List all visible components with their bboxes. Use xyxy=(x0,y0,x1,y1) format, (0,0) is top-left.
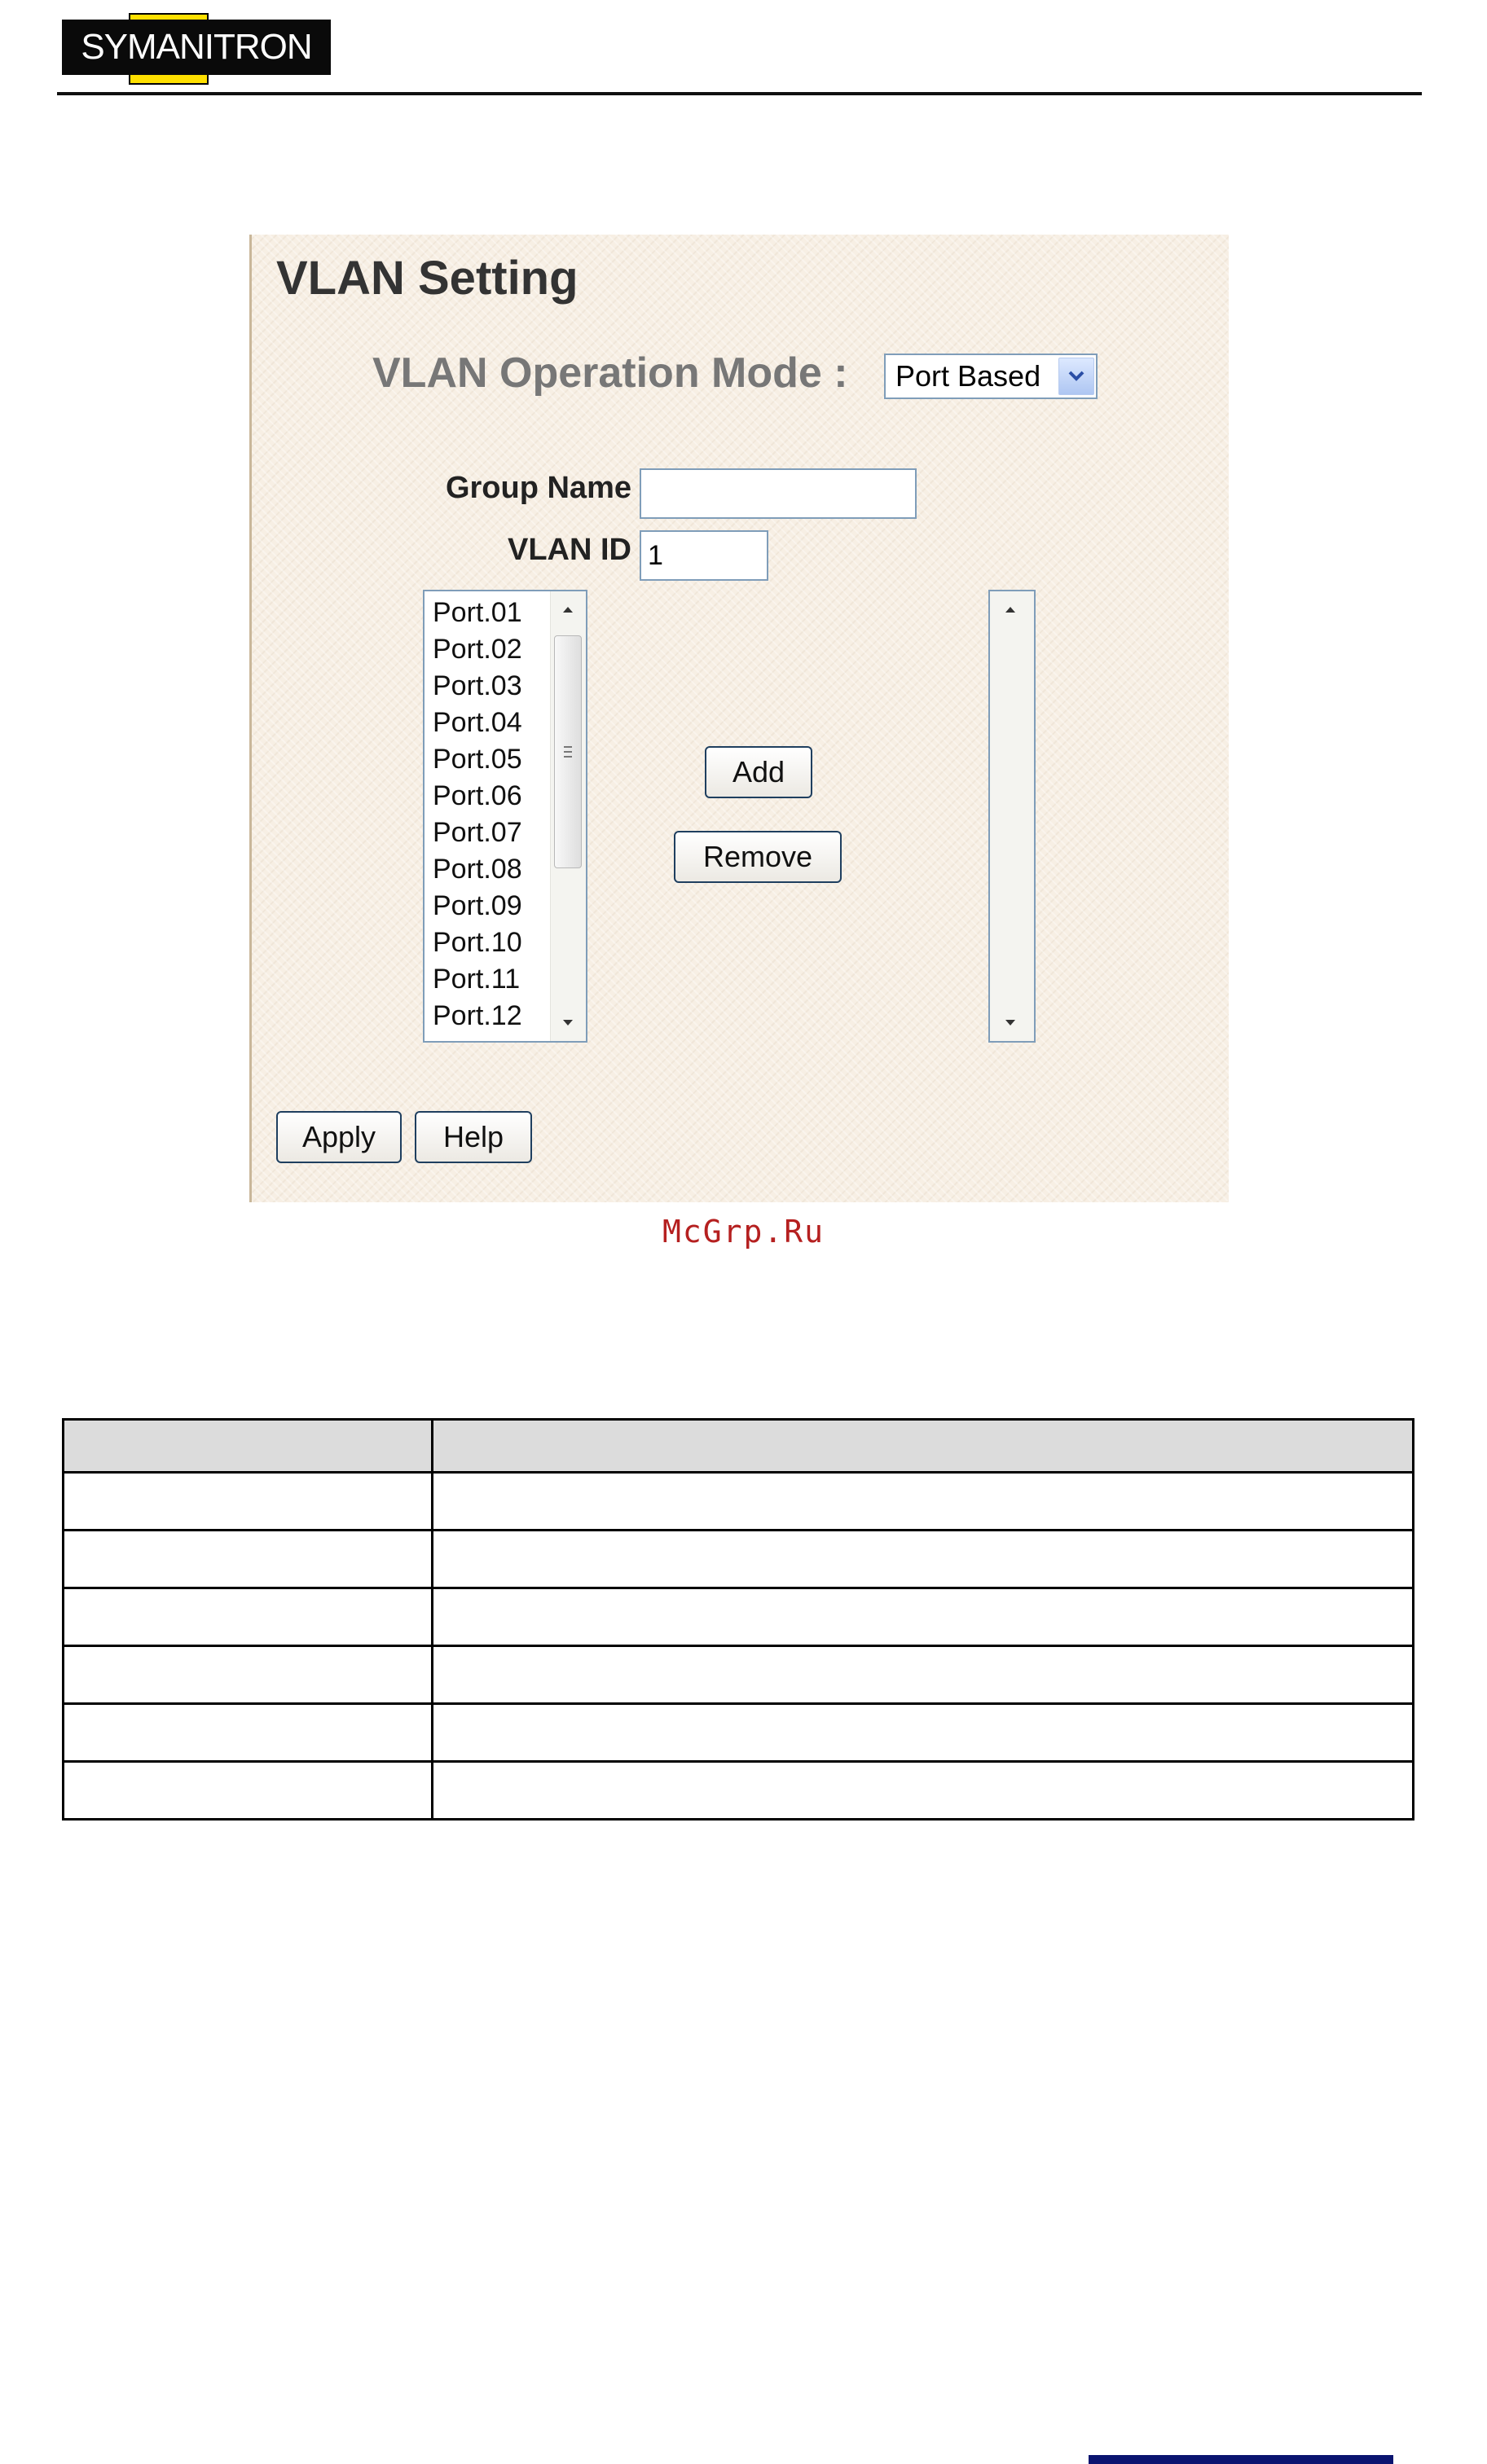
table-cell xyxy=(433,1473,1414,1531)
help-button[interactable]: Help xyxy=(415,1111,532,1163)
table-cell xyxy=(433,1646,1414,1704)
list-item[interactable]: Port.01 xyxy=(433,597,522,628)
member-ports-list[interactable] xyxy=(988,590,1036,1043)
list-item[interactable]: Port.05 xyxy=(433,744,522,775)
table-cell xyxy=(64,1704,433,1762)
table-row xyxy=(64,1473,1414,1531)
list-item[interactable]: Port.04 xyxy=(433,707,522,738)
logo-text: SYMANITRON xyxy=(81,27,312,67)
table-cell xyxy=(64,1473,433,1531)
list-item[interactable]: Port.03 xyxy=(433,670,522,701)
list-item[interactable]: Port.10 xyxy=(433,927,522,958)
vlan-id-label: VLAN ID xyxy=(508,533,631,567)
list-item[interactable]: Port.11 xyxy=(433,964,521,995)
footer-bar xyxy=(1089,2455,1393,2464)
vlan-id-input[interactable] xyxy=(640,530,768,581)
scroll-down-icon[interactable] xyxy=(996,1007,1024,1039)
vlan-setting-panel xyxy=(249,235,1229,1202)
table-row xyxy=(64,1531,1414,1588)
apply-button[interactable]: Apply xyxy=(276,1111,402,1163)
table-cell xyxy=(64,1588,433,1646)
table-row xyxy=(64,1762,1414,1820)
table-cell xyxy=(433,1588,1414,1646)
table-row xyxy=(64,1646,1414,1704)
list-item[interactable]: Port.02 xyxy=(433,634,522,665)
table-cell xyxy=(64,1646,433,1704)
scroll-down-icon[interactable] xyxy=(554,1007,582,1039)
table-header-cell xyxy=(64,1420,433,1473)
brand-logo xyxy=(62,13,331,85)
table-cell xyxy=(433,1762,1414,1820)
chevron-down-icon[interactable] xyxy=(1058,358,1094,395)
list-item[interactable]: Port.06 xyxy=(433,780,522,811)
table-cell xyxy=(64,1531,433,1588)
table-header-row xyxy=(64,1420,1414,1473)
list-item[interactable]: Port.07 xyxy=(433,817,522,848)
add-button[interactable]: Add xyxy=(705,746,812,798)
group-name-input[interactable] xyxy=(640,468,917,519)
available-ports-scrollbar[interactable] xyxy=(550,591,586,1041)
available-ports-list[interactable] xyxy=(423,590,587,1043)
table-cell xyxy=(64,1762,433,1820)
member-ports-scrollbar[interactable] xyxy=(990,591,1034,1041)
description-table xyxy=(62,1418,1414,1821)
page-title: VLAN Setting xyxy=(276,252,579,305)
table-body xyxy=(64,1473,1414,1820)
scroll-up-icon[interactable] xyxy=(996,593,1024,626)
watermark: McGrp.Ru xyxy=(662,1214,825,1250)
remove-button[interactable]: Remove xyxy=(674,831,842,883)
table-header-cell xyxy=(433,1420,1414,1473)
table-row xyxy=(64,1588,1414,1646)
available-ports-items xyxy=(433,595,522,1034)
vlan-operation-mode-select[interactable] xyxy=(884,354,1098,399)
scroll-thumb[interactable] xyxy=(554,635,582,868)
list-item[interactable]: Port.12 xyxy=(433,1000,522,1031)
table-cell xyxy=(433,1704,1414,1762)
vlan-operation-mode-value: Port Based xyxy=(895,359,1041,393)
table-cell xyxy=(433,1531,1414,1588)
table-row xyxy=(64,1704,1414,1762)
list-item[interactable]: Port.08 xyxy=(433,854,522,885)
vlan-operation-mode-label: VLAN Operation Mode : xyxy=(372,349,848,397)
scroll-up-icon[interactable] xyxy=(554,593,582,626)
header-rule xyxy=(57,92,1422,95)
group-name-label: Group Name xyxy=(445,471,631,505)
list-item[interactable]: Port.09 xyxy=(433,890,522,921)
